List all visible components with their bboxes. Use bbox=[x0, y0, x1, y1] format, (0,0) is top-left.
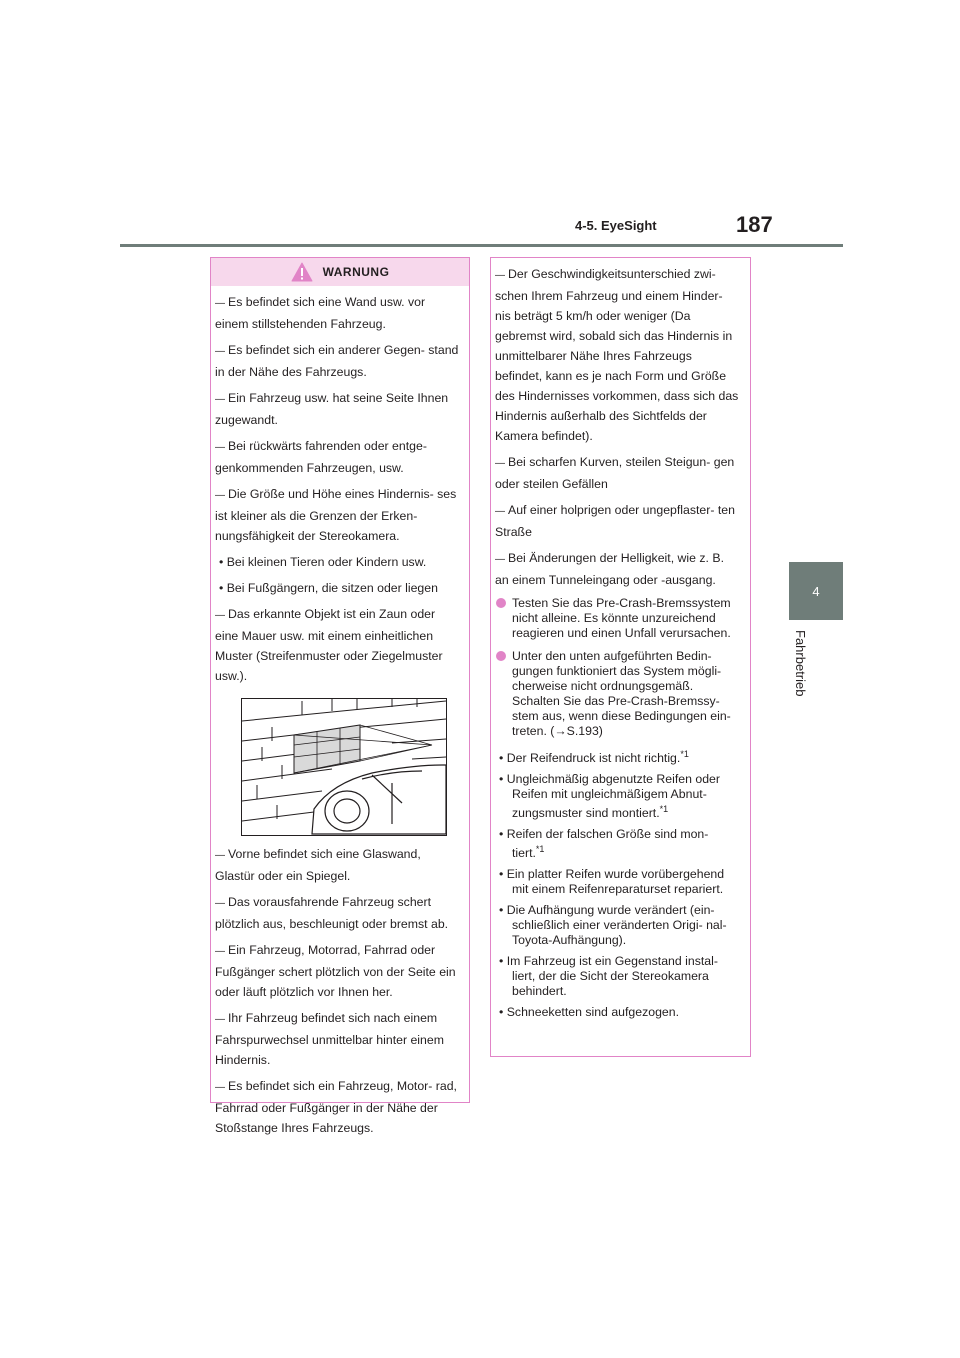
bullet-item: • Schneeketten sind aufgezogen. bbox=[499, 1005, 680, 1020]
list-item: — Bei Änderungen der Helligkeit, wie z. B. an einem Tunneleingang oder -ausgang. bbox=[495, 548, 740, 590]
list-item: — Das erkannte Objekt ist ein Zaun oder eine Mauer usw. mit einem einheitlichen Muster (Streifenmuster oder Ziegelmuster usw.). bbox=[215, 604, 459, 686]
chapter-tab bbox=[789, 562, 843, 620]
circle-item bbox=[495, 596, 740, 641]
bullet-item bbox=[495, 772, 740, 821]
warning-triangle-icon bbox=[291, 262, 313, 282]
list-item: — Das vorausfahrende Fahrzeug schert plötzlich aus, beschleunigt oder bremst ab. bbox=[215, 892, 459, 934]
bullet-item: • Ein platter Reifen wurde vorübergehend mit einem Reifenreparaturset repariert. bbox=[499, 867, 725, 897]
bullet-text: • Ungleichmäßig abgenutzte Reifen oder Reifen mit ungleichmäßigem Abnut- zungsmuster sind montiert. bbox=[499, 772, 720, 821]
wall-pattern-illustration bbox=[241, 698, 447, 836]
circle-bullet-icon bbox=[496, 598, 506, 608]
bullet-text: • Reifen der falschen Größe sind mon- tiert. bbox=[499, 827, 709, 861]
bullet-text: • Der Reifendruck ist nicht richtig. bbox=[499, 751, 681, 766]
car-approaching-wall-image bbox=[242, 699, 446, 835]
chapter-number: 4 bbox=[812, 583, 820, 599]
footnote-mark: *1 bbox=[659, 804, 669, 815]
list-item: — Es befindet sich ein Fahrzeug, Motor- rad, Fahrrad oder Fußgänger in der Nähe der Stoßstange Ihres Fahrzeugs. bbox=[215, 1076, 459, 1138]
bullet-item bbox=[495, 827, 740, 861]
footnote-mark: *1 bbox=[680, 749, 689, 759]
warning-box-right bbox=[490, 257, 751, 1057]
warning-box-left bbox=[210, 257, 470, 1135]
page-number: 187 bbox=[736, 212, 773, 237]
bullet-item bbox=[495, 747, 740, 766]
bullet-item: • Im Fahrzeug ist ein Gegenstand instal- liert, der die Sicht der Stereokamera behindert. bbox=[499, 954, 718, 999]
list-item: — Ein Fahrzeug, Motorrad, Fahrrad oder Fußgänger schert plötzlich von der Seite ein oder läuft plötzlich vor Ihnen her. bbox=[215, 940, 459, 1002]
warning-content-left bbox=[211, 286, 469, 1138]
warning-title: WARNUNG bbox=[322, 265, 390, 279]
warning-content-right bbox=[491, 258, 750, 1020]
list-item: — Bei scharfen Kurven, steilen Steigun- gen oder steilen Gefällen bbox=[495, 452, 740, 494]
list-item: — Ihr Fahrzeug befindet sich nach einem Fahrspurwechsel unmittelbar hinter einem Hindernis. bbox=[215, 1008, 459, 1070]
sub-bullet: • Bei kleinen Tieren oder Kindern usw. bbox=[219, 555, 427, 569]
list-item: — Die Größe und Höhe eines Hindernis- ses ist kleiner als die Grenzen der Erken- nungsfähigkeit der Stereokamera. bbox=[215, 484, 459, 546]
warning-header bbox=[211, 258, 469, 286]
list-item: — Auf einer holprigen oder ungepflaster- ten Straße bbox=[495, 500, 740, 542]
list-item: — Ein Fahrzeug usw. hat seine Seite Ihnen zugewandt. bbox=[215, 388, 459, 430]
bullet-item: • Die Aufhängung wurde verändert (ein- schließlich einer veränderten Origi- nal-Toyota-Aufhängung). bbox=[499, 903, 727, 948]
circle-item-text: Unter den unten aufgeführten Bedin- gungen funktioniert das System mögli- cherweise nicht ordnungsgemäß. Schalten Sie das Pre-Crash-Bremssy- stem aus, wenn diese Bedingungen ein- treten. (→S.193) bbox=[512, 649, 731, 738]
list-item: — Vorne befindet sich eine Glaswand, Glastür oder ein Spiegel. bbox=[215, 844, 459, 886]
sub-bullet: • Bei Fußgängern, die sitzen oder liegen bbox=[219, 581, 438, 595]
circle-item bbox=[495, 649, 740, 739]
list-item: — Der Geschwindigkeitsunterschied zwi- schen Ihrem Fahrzeug und einem Hinder- nis beträgt 5 km/h oder weniger (Da gebremst wird, sobald sich das Hindernis in unmittelbarer Nähe Ihres Fahrzeugs befindet, kann es je nach Form und Größe des Hindernisses vorkommen, dass sich das Hindernis außerhalb des Sichtfelds der Kamera befindet). bbox=[495, 264, 740, 446]
header-rule bbox=[120, 244, 843, 247]
list-item: — Es befindet sich eine Wand usw. vor einem stillstehenden Fahrzeug. bbox=[215, 292, 459, 334]
circle-item-text: Testen Sie das Pre-Crash-Bremssystem nicht alleine. Es könnte unzureichend reagieren und einen Unfall verursachen. bbox=[512, 596, 731, 640]
chapter-label: Fahrbetrieb bbox=[793, 630, 808, 697]
footnote-mark: *1 bbox=[535, 844, 545, 855]
list-item: — Es befindet sich ein anderer Gegen- stand in der Nähe des Fahrzeugs. bbox=[215, 340, 459, 382]
circle-bullet-icon bbox=[496, 651, 506, 661]
section-title: 4-5. EyeSight bbox=[575, 218, 657, 233]
list-item: — Bei rückwärts fahrenden oder entge- genkommenden Fahrzeugen, usw. bbox=[215, 436, 459, 478]
